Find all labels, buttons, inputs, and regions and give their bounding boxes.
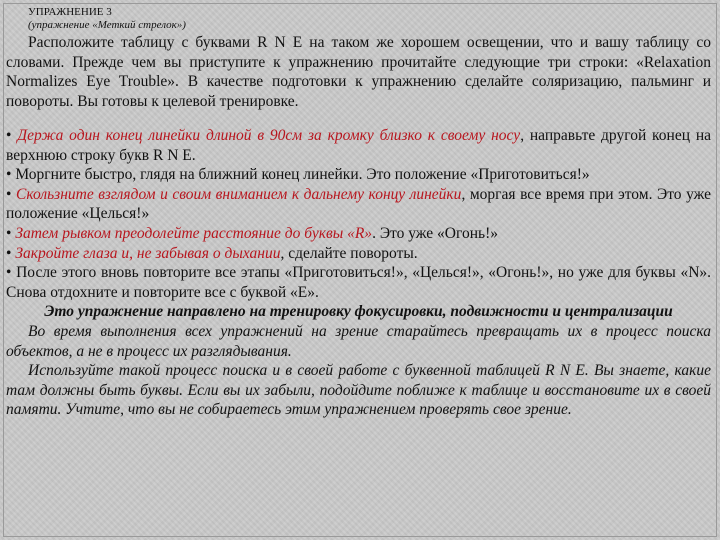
purpose-statement: Это упражнение направлено на тренировку фокусировки, подвижности и централизации	[44, 303, 673, 321]
exercise-subheading: (упражнение «Меткий стрелок»)	[28, 19, 186, 31]
slide-content	[6, 6, 711, 534]
list-item: • Закройте глаза и, не забывая о дыхании, сделайте повороты.	[6, 244, 418, 262]
list-item: • Затем рывком преодолейте расстояние до буквы «R». Это уже «Огонь!»	[6, 224, 498, 242]
list-item: • Скользните взглядом и своим вниманием к дальнему концу линейки, моргая все время при этом. Это уже положение «Целься!»	[6, 185, 711, 223]
steps-list	[6, 126, 711, 302]
closing-paragraph: Во время выполнения всех упражнений на зрение старайтесь превращать их в процесс поиска объектов, а не в процесс их разглядывания.	[6, 322, 711, 360]
list-item: • Моргните быстро, глядя на ближний конец линейки. Это положение «Приготовиться!»	[6, 166, 590, 184]
intro-paragraph: Расположите таблицу с буквами R N E на таком же хорошем освещении, что и вашу таблицу со словами. Прежде чем вы приступите к упражнению прочитайте следующие три строки: «Relaxation Normalizes Eye Trouble». В качестве подготовки к упражнению сделайте соляризацию, пальминг и повороты. Вы готовы к целевой тренировке.	[6, 34, 711, 110]
closing-paragraph: Используйте такой процесс поиска и в своей работе с буквенной таблицей R N E. Вы знаете, какие там должны быть буквы. Если вы их забыли, подойдите поближе к таблице и восстановите их в своей памяти. Учтите, что вы не собираетесь этим упражнением проверять свое зрение.	[6, 362, 711, 419]
list-item: • После этого вновь повторите все этапы «Приготовиться!», «Целься!», «Огонь!», но уже для буквы «N». Снова отдохните и повторите все с буквой «Е».	[6, 264, 712, 301]
list-item: • Держа один конец линейки длиной в 90см за кромку близко к своему носу, направьте другой конец на верхнюю строку букв R N E.	[6, 127, 712, 164]
exercise-heading: УПРАЖНЕНИЕ 3	[28, 6, 112, 18]
